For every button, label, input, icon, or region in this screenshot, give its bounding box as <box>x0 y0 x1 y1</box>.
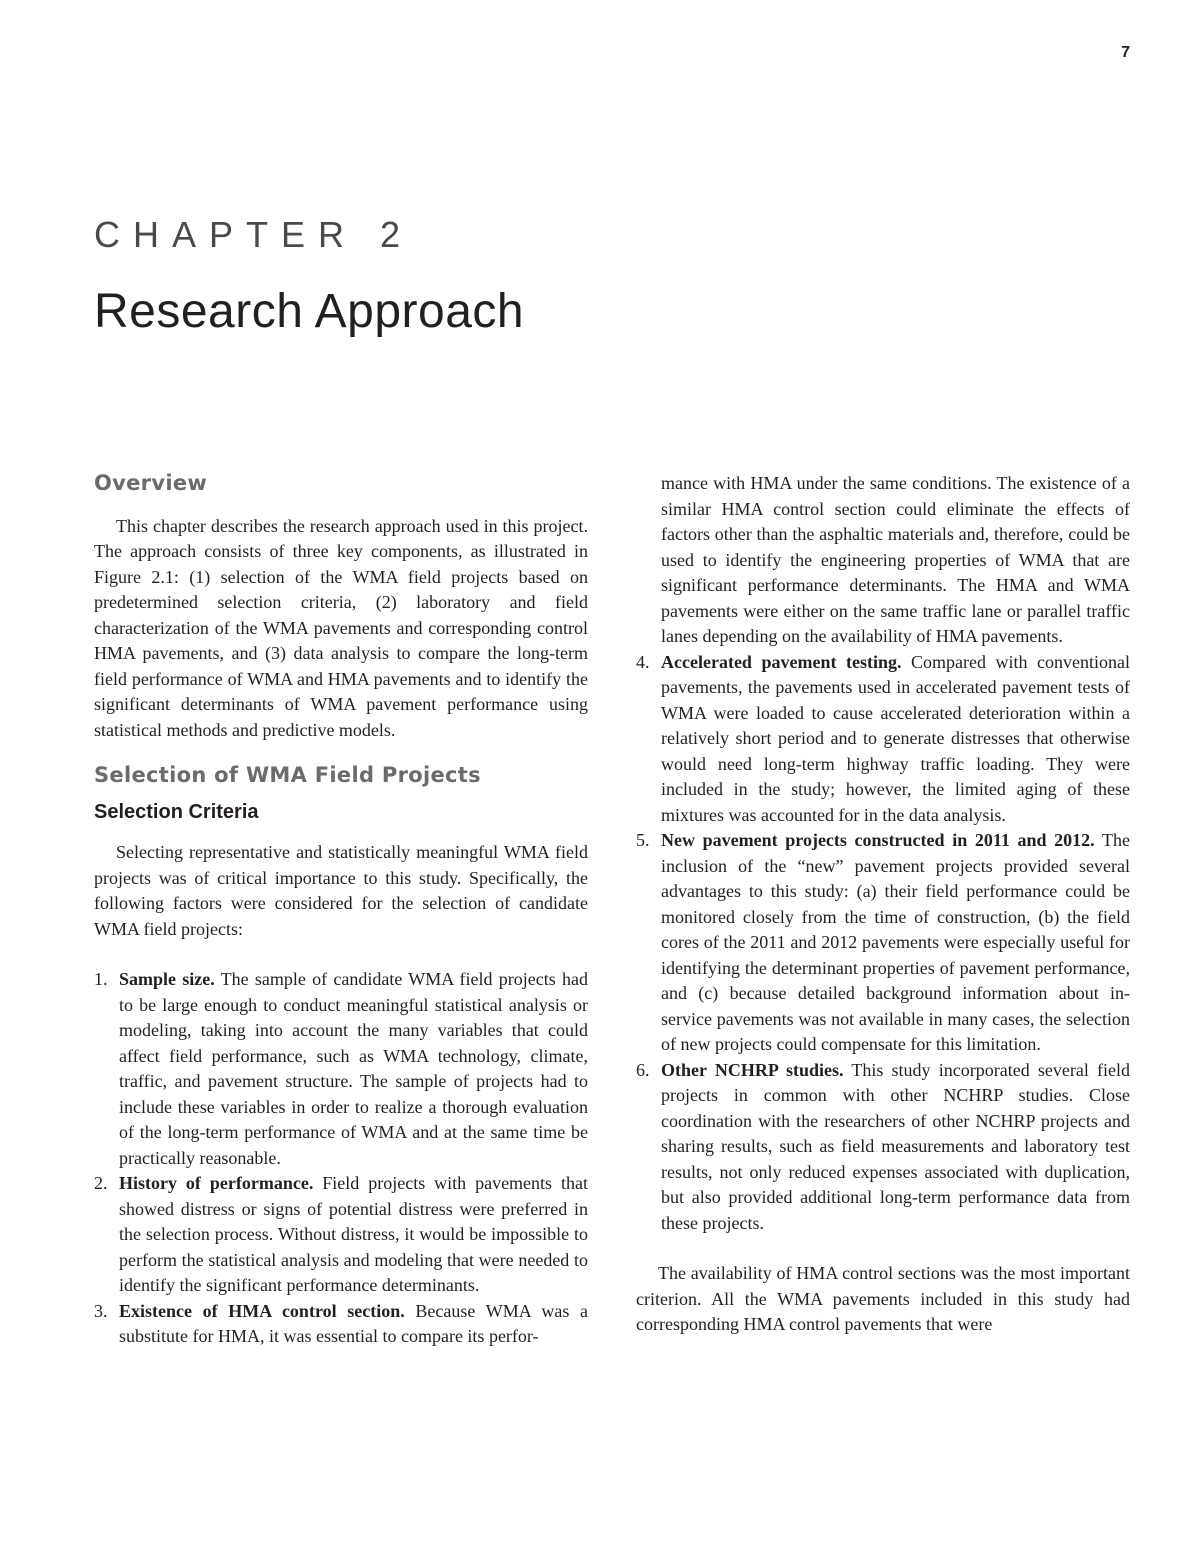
list-item-number: 4. <box>636 651 650 672</box>
list-item-term: Sample size. <box>119 969 215 989</box>
list-item-number: 6. <box>636 1059 650 1080</box>
criteria-list-left <box>94 967 588 1350</box>
criteria-list-right <box>636 650 1130 1237</box>
list-item-term: Existence of HMA control section. <box>119 1300 405 1321</box>
list-item <box>636 1058 1130 1237</box>
list-item-text: The sample of candidate WMA field projects had to be large enough to conduct meaningful statistical analysis or modeling, taking into account the many variables that could affect field performance, such as WMA technology, climate, traffic, and pavement structure. The sample of projects had to include these variables in order to realize a thorough evaluation of the long-term performance of WMA and at the same time be practically reasonable. <box>119 969 588 1168</box>
list-item-number: 1. <box>94 969 108 989</box>
list-item <box>94 1299 588 1350</box>
list-item <box>94 1171 588 1299</box>
left-column <box>94 471 588 1350</box>
list-item-term: History of performance. <box>119 1173 314 1193</box>
right-column <box>636 471 1130 1338</box>
closing-paragraph: The availability of HMA control sections was the most important criterion. All the WMA pavements included in this study had corresponding HMA control pavements that were <box>636 1263 1130 1334</box>
selection-intro: Selecting representative and statistically meaningful WMA field projects was of critical importance to this study. Specifically, the following factors were considered for the selection of candidate WMA field projects: <box>94 842 588 939</box>
chapter-label: CHAPTER 2 <box>94 214 414 255</box>
selection-criteria-heading: Selection Criteria <box>94 800 259 823</box>
list-item-text: Field projects with pavements that showed distress or signs of potential distress were preferred in the selection process. Without distress, it would be impossible to perform the statistical analysis and modeling that were needed to identify the significant performance determinants. <box>119 1173 588 1295</box>
list-item-number: 5. <box>636 830 650 850</box>
list-item-term: Other NCHRP studies. <box>661 1059 844 1080</box>
list-item <box>636 650 1130 829</box>
chapter-title: Research Approach <box>94 285 525 338</box>
selection-heading: Selection of WMA Field Projects <box>94 763 481 787</box>
list-item-text: The inclusion of the “new” pavement projects provided several advantages to this study: (a) their field performance could be monitored closely from the time of construction, (b) the field cores of the 2011 and 2012 pavements were especially useful for identifying the determinant properties of pavement performance, and (c) because detailed background information about in-service pavements was not available in many cases, the selection of new projects could compensate for this limitation. <box>661 830 1130 1054</box>
list-item-number: 2. <box>94 1173 108 1193</box>
list-item-number: 3. <box>94 1300 108 1321</box>
list-item-text: Because WMA was a substitute for HMA, it was essential to compare its perfor- <box>119 1300 588 1346</box>
list-item <box>636 828 1130 1058</box>
page-number: 7 <box>1121 44 1130 61</box>
overview-heading: Overview <box>94 471 208 495</box>
list-item-term: New pavement projects constructed in 2011 and 2012. <box>661 830 1095 850</box>
item3-continuation: mance with HMA under the same conditions. The existence of a similar HMA control section could eliminate the effects of factors other than the asphaltic materials and, therefore, could be used to identify the engineering properties of WMA that are significant performance determinants. The HMA and WMA pavements were either on the same traffic lane or parallel traffic lanes depending on the availability of HMA pavements. <box>661 473 1130 646</box>
list-item-text: Compared with conventional pavements, the pavements used in accelerated pavement tests of WMA were loaded to cause accelerated deterioration within a relatively short period and to generate distresses that otherwise would need long-term highway traffic loading. They were included in the study; however, the limited aging of these mixtures was accounted for in the data analysis. <box>661 651 1130 825</box>
overview-paragraph: This chapter describes the research approach used in this project. The approach consists of three key components, as illustrated in Figure 2.1: (1) selection of the WMA field projects based on predetermined selection criteria, (2) laboratory and field characterization of the WMA pavements and corresponding control HMA pavements, and (3) data analysis to compare the long-term field performance of WMA and HMA pavements and to identify the significant determinants of WMA pavement performance using statistical methods and predictive models. <box>94 515 588 740</box>
list-item-term: Accelerated pavement testing. <box>661 651 902 672</box>
list-item <box>94 967 588 1171</box>
list-item-text: This study incorporated several field projects in common with other NCHRP studies. Close coordination with the researchers of other NCHRP projects and sharing results, such as field measurements and laboratory test results, not only reduced expenses associated with duplication, but also provided additional long-term performance data from these projects. <box>661 1059 1130 1233</box>
